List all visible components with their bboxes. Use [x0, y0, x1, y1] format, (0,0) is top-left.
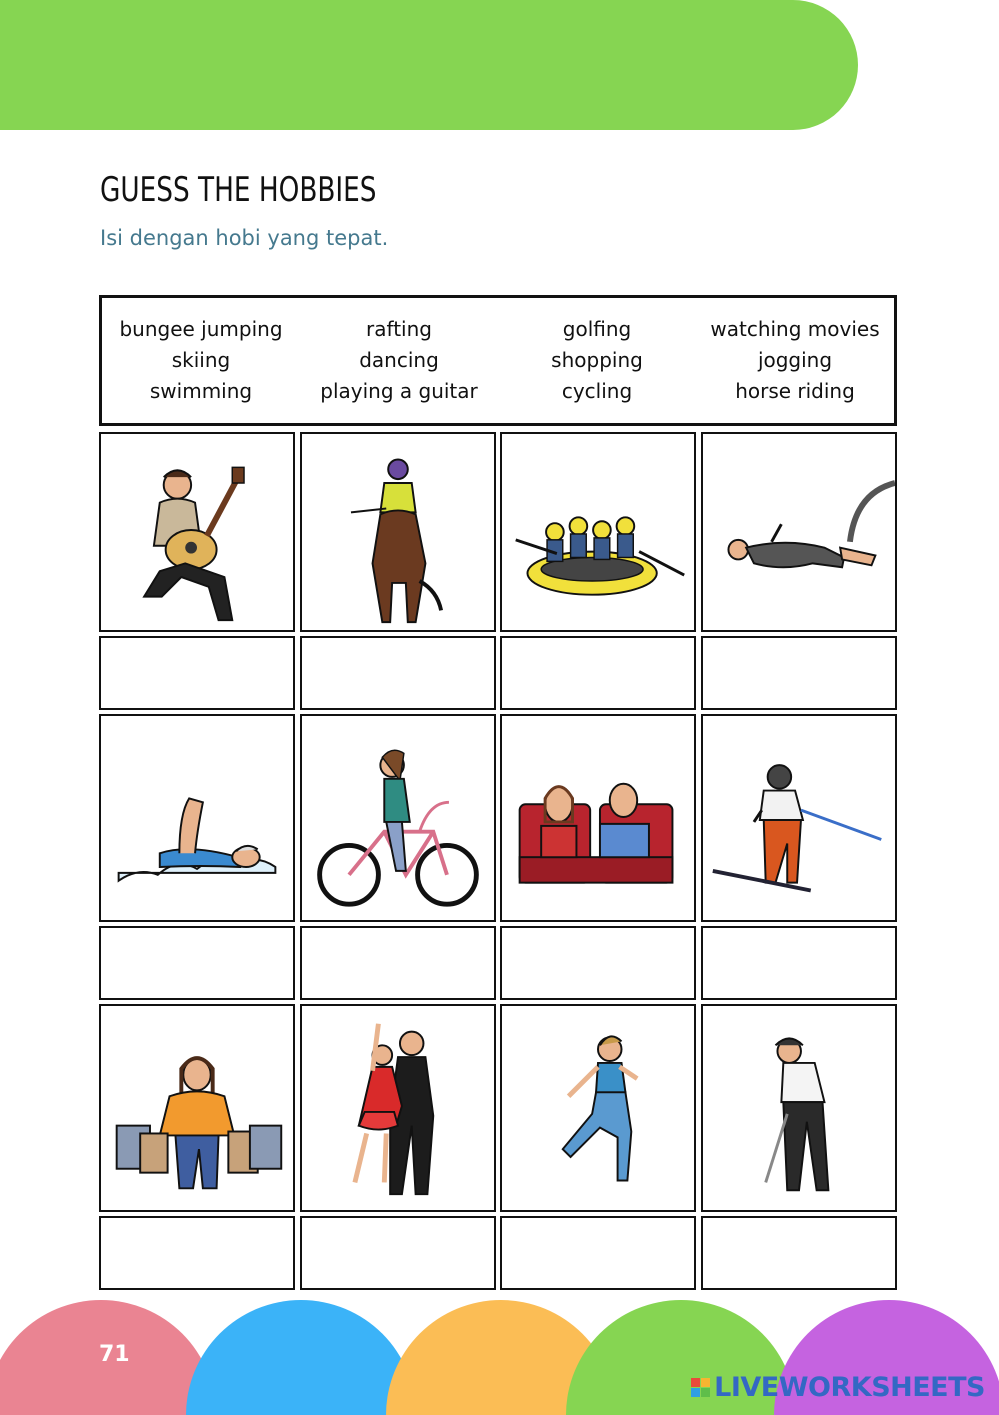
answer-input[interactable]	[502, 928, 694, 998]
answer-box[interactable]	[99, 636, 295, 710]
answer-box[interactable]	[701, 1216, 897, 1290]
picture-cell	[500, 1004, 696, 1212]
footer-circle-blue	[186, 1300, 416, 1415]
bungee-jumper-icon	[703, 434, 895, 630]
picture-cell	[99, 1004, 295, 1212]
answer-box[interactable]	[300, 1216, 496, 1290]
word-bank-column	[102, 298, 300, 423]
picture-cell	[701, 714, 897, 922]
answer-input[interactable]	[502, 1218, 694, 1288]
word-option: watching movies	[710, 317, 880, 341]
answer-input[interactable]	[101, 638, 293, 708]
picture-cell	[99, 714, 295, 922]
word-bank	[99, 295, 897, 426]
word-bank-column	[498, 298, 696, 423]
answer-box[interactable]	[701, 636, 897, 710]
word-bank-column	[300, 298, 498, 423]
answer-box[interactable]	[500, 636, 696, 710]
answer-box[interactable]	[500, 926, 696, 1000]
answer-input[interactable]	[703, 638, 895, 708]
guitar-player-icon	[101, 434, 293, 630]
picture-cell	[500, 714, 696, 922]
word-option: playing a guitar	[320, 379, 478, 403]
page-title: GUESS THE HOBBIES	[100, 170, 377, 210]
word-option: cycling	[561, 379, 633, 403]
top-banner	[0, 0, 858, 130]
answer-box[interactable]	[99, 926, 295, 1000]
word-option: rafting	[366, 317, 432, 341]
skier-icon	[703, 716, 895, 920]
answer-input[interactable]	[101, 928, 293, 998]
word-option: swimming	[149, 379, 253, 403]
answer-input[interactable]	[101, 1218, 293, 1288]
dancing-couple-icon	[302, 1006, 494, 1210]
word-option: bungee jumping	[119, 317, 283, 341]
answer-input[interactable]	[703, 928, 895, 998]
picture-cell	[701, 432, 897, 632]
answer-box[interactable]	[701, 926, 897, 1000]
answer-box[interactable]	[500, 1216, 696, 1290]
picture-cell	[300, 432, 496, 632]
cyclist-icon	[302, 716, 494, 920]
word-option: golfing	[562, 317, 632, 341]
answer-input[interactable]	[302, 1218, 494, 1288]
word-option: dancing	[359, 348, 439, 372]
page-number: 71	[99, 1342, 130, 1367]
liveworksheets-logo-icon	[691, 1378, 710, 1397]
answer-input[interactable]	[502, 638, 694, 708]
picture-cell	[701, 1004, 897, 1212]
shopper-icon	[101, 1006, 293, 1210]
answer-input[interactable]	[302, 928, 494, 998]
word-option: skiing	[171, 348, 231, 372]
answer-box[interactable]	[300, 926, 496, 1000]
word-bank-column	[696, 298, 894, 423]
answer-input[interactable]	[703, 1218, 895, 1288]
jogger-icon	[502, 1006, 694, 1210]
word-option: jogging	[757, 348, 833, 372]
answer-input[interactable]	[302, 638, 494, 708]
picture-cell	[99, 432, 295, 632]
picture-cell	[500, 432, 696, 632]
brand-logo[interactable]	[691, 1372, 985, 1403]
cinema-couple-icon	[502, 716, 694, 920]
picture-cell	[300, 714, 496, 922]
answer-box[interactable]	[99, 1216, 295, 1290]
swimmer-icon	[101, 716, 293, 920]
horse-rider-icon	[302, 434, 494, 630]
picture-cell	[300, 1004, 496, 1212]
instruction-text: Isi dengan hobi yang tepat.	[100, 226, 389, 250]
rafting-boat-icon	[502, 434, 694, 630]
answer-box[interactable]	[300, 636, 496, 710]
word-option: shopping	[551, 348, 643, 372]
brand-name: LIVEWORKSHEETS	[714, 1372, 985, 1403]
golfer-icon	[703, 1006, 895, 1210]
word-option: horse riding	[735, 379, 855, 403]
